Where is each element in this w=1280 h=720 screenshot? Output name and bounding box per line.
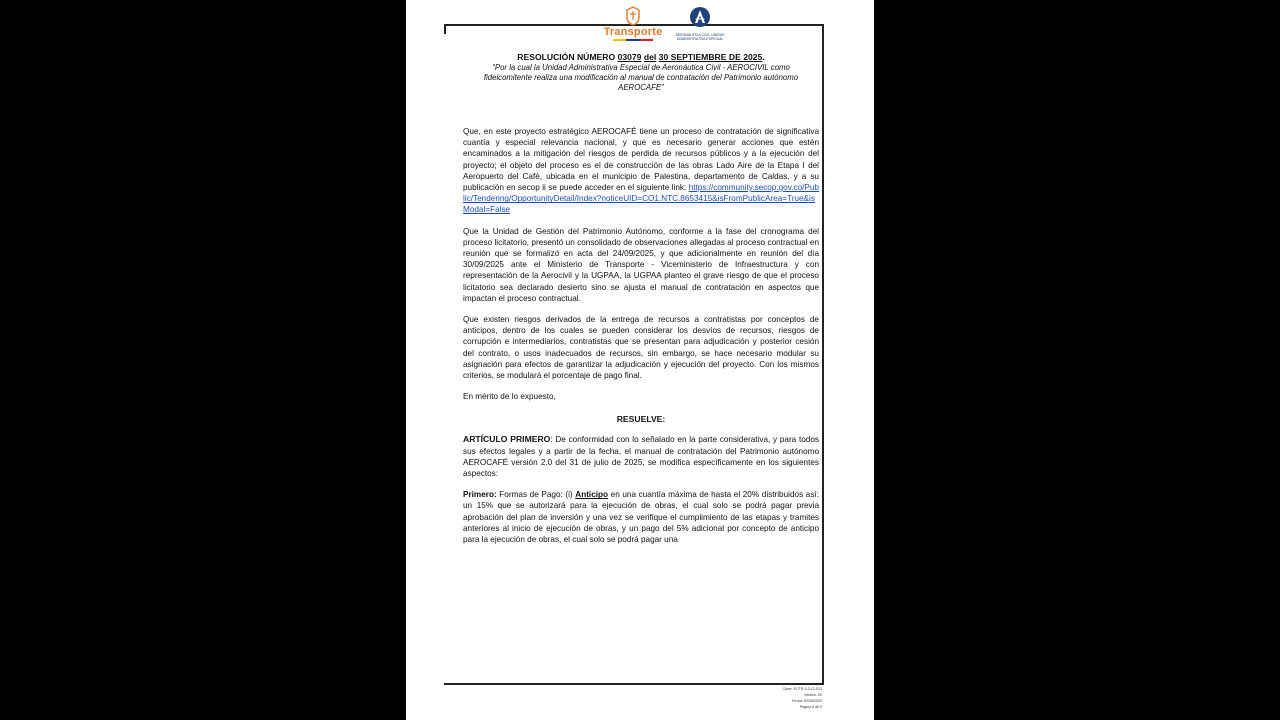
article-first-title: ARTÍCULO PRIMERO <box>463 434 551 445</box>
footer-code: Clave: ECTR-5.3-12-013 <box>782 687 822 691</box>
flag-blue <box>626 39 639 41</box>
resuelve-heading: RESUELVE: <box>616 414 666 425</box>
first-point <box>463 489 819 545</box>
footer-page: Página 5 de 5 <box>799 705 822 709</box>
aerocivil-caption: AERONÁUTICA CIVIL UNIDAD ADMINISTRATIVA ESPECIAL <box>675 33 725 41</box>
paragraph-1-text: Que, en este proyecto estratégico AEROCAFÉ tiene un proceso de contratación de significativa cuantía y especial relevancia nacional, y que es necesario generar acciones que estén encaminados a la mitigación del riesgos de perdida de recursos públicos y a la ejecución del proyecto; el objeto del proceso es el de construcción de las obras Lado Aire de la Etapa I del Aeropuerto del Café, ubicada en el municipio de Palestina, departamento de Caldas, y a su publicación en secop ii se puede acceder en el siguiente link: <box>463 127 819 193</box>
paragraph-3: Que existen riesgos derivados de la entrega de recursos a contratistas por conceptos de anticipos, dentro de los cuales se pueden considerar los desvíos de recursos, riesgos de corrupción e intermediarios, contratistas que se presentan para adjudicación y posterior cesión del contrato, o usos inadecuados de recursos, sin embargo, se hace necesario modular su asignación para efectos de garantizar la adjudicación y ejecución del proyecto. Con los mismos criterios, se modulará el porcentaje de pago final. <box>463 315 819 381</box>
transporte-logo <box>598 6 668 41</box>
article-first-text: : De conformidad con lo señalado en la parte considerativa, y para todos sus efectos legales y a partir de la fecha, el manual de contratación del Patrimonio autónomo AEROCAFÉ versión 2.0 del 31 de julio de 2025, se modifica específicamente en los siguientes aspectos: <box>463 435 819 479</box>
first-point-label: Primero: <box>463 490 497 500</box>
title-number: 03079 <box>617 52 642 62</box>
title-prefix: RESOLUCIÓN NÚMERO <box>517 52 616 62</box>
title-date: 30 SEPTIEMBRE DE 2025 <box>658 52 763 62</box>
page-border-corner <box>444 24 446 34</box>
secop-link[interactable]: https://community.secop.gov.co/Public/Tendering/OpportunityDetail/Index?noticeUID=CO1.NTC.8653415&isFromPublicArea=True&isModal=False <box>463 183 819 215</box>
article-first <box>463 434 819 479</box>
first-point-anticipo: Anticipo <box>575 490 609 500</box>
title-end: . <box>762 52 765 62</box>
transporte-logo-text: Transporte <box>603 26 663 38</box>
page-footer <box>762 686 822 710</box>
aerocivil-emblem-icon <box>689 6 711 28</box>
document-body <box>463 52 819 545</box>
footer-version: Versión: 02 <box>804 693 822 697</box>
title-mid: del <box>643 52 657 62</box>
resolution-title <box>463 52 819 62</box>
paragraph-1 <box>463 126 819 216</box>
aerocivil-logo <box>672 6 728 41</box>
first-point-text: en una cuantía máxima de hasta el 20% distribuidos así: un 15% que se autorizará para la ejecución de obras, el cual solo se podrá pagar previa aprobación del plan de inversión y una vez se verifique el cumplimiento de las etapas y tramites anteriores al inicio de ejecución de obras, y un pago del 5% adicional por concepto de anticipo para la ejecución de obras, el cual solo se podrá pagar una <box>463 490 819 545</box>
document-page <box>406 0 874 720</box>
footer-date: Fecha: 02/06/2020 <box>792 699 822 703</box>
flag-red <box>640 39 653 41</box>
flag-yellow <box>613 39 626 41</box>
resolution-subtitle: "Por la cual la Unidad Administrativa Especial de Aeronáutica Civil - AEROCIVIL como fideicomitente realiza una modificación al manual de contratación del Patrimonio autónomo AEROCAFE" <box>483 63 799 92</box>
flag-colors <box>613 39 653 41</box>
paragraph-2: Que la Unidad de Gestión del Patrimonio Autónomo, conforme a la fase del cronograma del proceso licitatorio, presentó un consolidado de observaciones allegadas al proceso contractual en reunión que se formalizó en acta del 24/09/2025, y que adicionalmente en reunión del día 30/09/2025 ante el Ministerio de Transporte - Viceministerio de Infraestructura y con representación de la Aerocivil y la UGPAA, la UGPAA planteo el grave riesgo de que el proceso licitatorio sea declarado desierto sino se ajusta el manual de contratación en aspectos que impactan el proceso contractual. <box>463 226 819 303</box>
paragraph-4: En mérito de lo expuesto, <box>463 392 556 402</box>
shield-emblem-icon <box>625 6 641 26</box>
first-point-mid: Formas de Pago: (i) <box>496 490 576 500</box>
